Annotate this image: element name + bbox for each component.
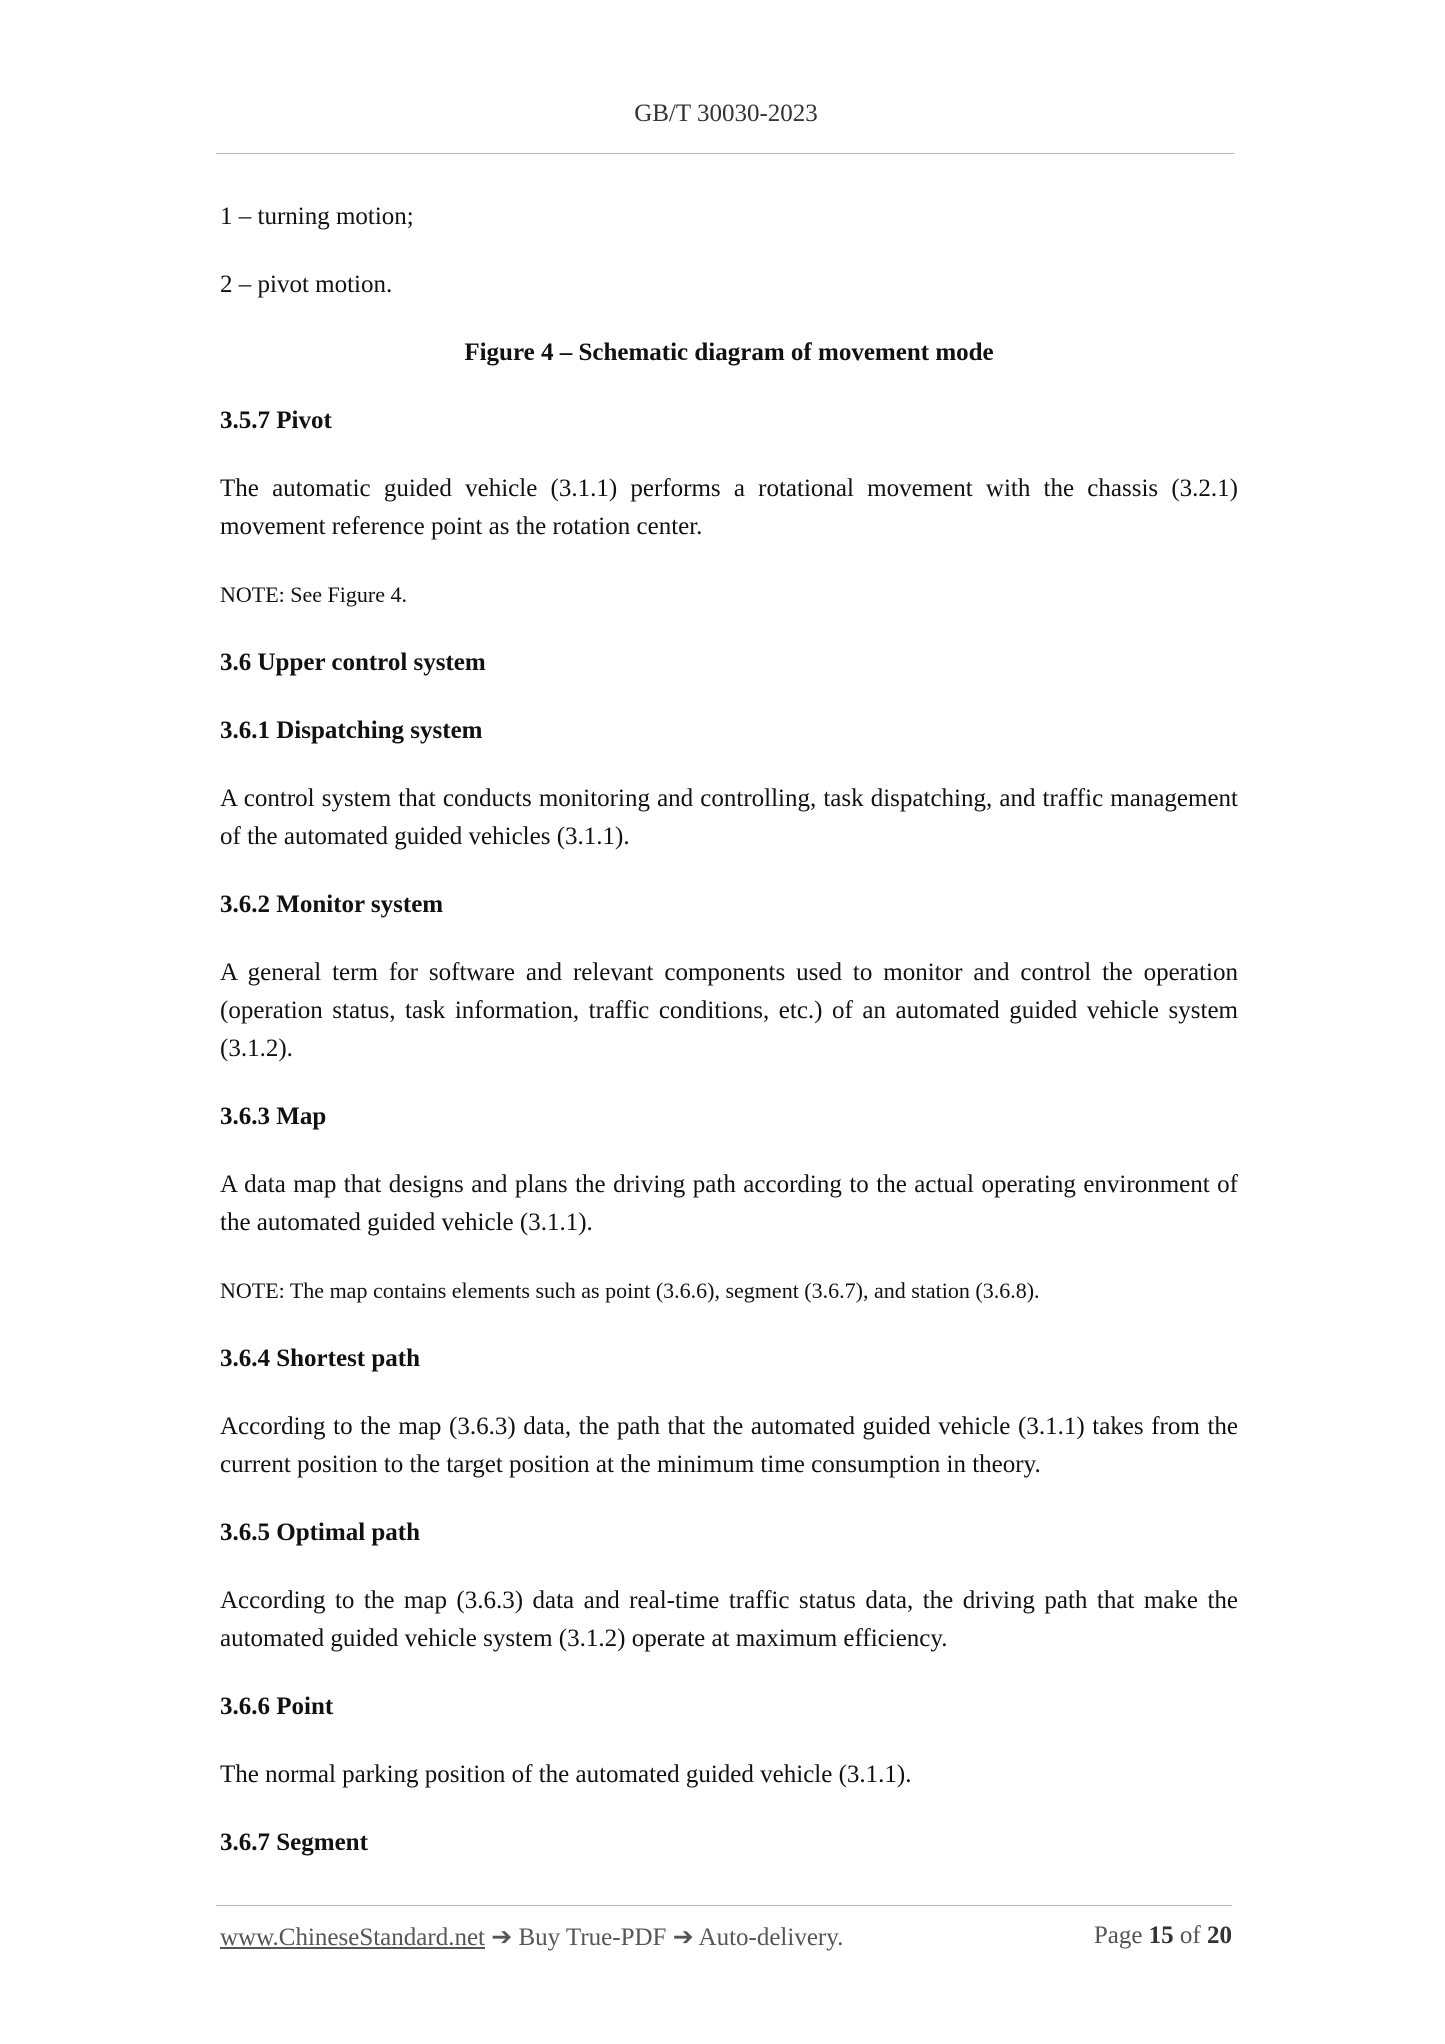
site-link[interactable]: www.ChineseStandard.net — [220, 1924, 485, 1951]
section-body-3-6-1: A control system that conducts monitoring and controlling, task dispatching, and traffic management of the automated guided vehicles (3.1.1). — [220, 785, 1238, 850]
figure-legend-item: 2 – pivot motion. — [220, 271, 393, 298]
figure-caption: Figure 4 – Schematic diagram of movement mode — [464, 339, 994, 366]
section-heading-3-6-5: 3.6.5 Optimal path — [220, 1519, 421, 1546]
section-body-3-6-3: A data map that designs and plans the driving path according to the actual operating environment of the automated guided vehicle (3.1.1). — [220, 1171, 1238, 1236]
section-heading-3-6: 3.6 Upper control system — [220, 649, 486, 676]
buy-true-pdf-text: Buy True-PDF — [518, 1924, 667, 1951]
section-body-3-6-5: According to the map (3.6.3) data and real-time traffic status data, the driving path that make the automated guided vehicle system (3.1.2) operate at maximum efficiency. — [220, 1587, 1238, 1652]
section-body-3-5-7: The automatic guided vehicle (3.1.1) performs a rotational movement with the chassis (3.2.1) movement reference point as the rotation center. — [220, 475, 1238, 540]
arrow-right-icon: ➔ — [491, 1924, 513, 1951]
section-heading-3-6-7: 3.6.7 Segment — [220, 1829, 368, 1856]
section-body-3-6-2: A general term for software and relevant components used to monitor and control the operation (operation status, task information, traffic conditions, etc.) of an automated guided vehicle system (3.1.2). — [220, 959, 1238, 1062]
section-note-3-5-7: NOTE: See Figure 4. — [220, 582, 407, 607]
section-heading-3-6-3: 3.6.3 Map — [220, 1103, 327, 1130]
page-footer — [220, 1922, 1232, 1952]
figure-legend-item: 1 – turning motion; — [220, 203, 414, 230]
arrow-right-icon: ➔ — [672, 1924, 694, 1951]
section-note-3-6-3: NOTE: The map contains elements such as point (3.6.6), segment (3.6.7), and station (3.6.8). — [220, 1278, 1040, 1303]
section-heading-3-6-1: 3.6.1 Dispatching system — [220, 717, 483, 744]
header-divider — [216, 153, 1234, 154]
section-body-3-6-6: The normal parking position of the automated guided vehicle (3.1.1). — [220, 1761, 912, 1788]
footer-divider — [216, 1905, 1232, 1906]
page-of: of — [1179, 1922, 1201, 1949]
section-heading-3-5-7: 3.5.7 Pivot — [220, 407, 332, 434]
document-id-header: GB/T 30030-2023 — [634, 100, 818, 127]
section-heading-3-6-2: 3.6.2 Monitor system — [220, 891, 444, 918]
page-indicator — [1094, 1922, 1232, 1950]
page-current: 15 — [1148, 1922, 1174, 1949]
section-heading-3-6-4: 3.6.4 Shortest path — [220, 1345, 421, 1372]
page-label: Page — [1093, 1922, 1143, 1949]
page-total: 20 — [1207, 1922, 1232, 1949]
section-body-3-6-4: According to the map (3.6.3) data, the path that the automated guided vehicle (3.1.1) takes from the current position to the target position at the minimum time consumption in theory. — [220, 1413, 1238, 1478]
auto-delivery-text: Auto-delivery. — [698, 1924, 844, 1951]
page-content — [220, 198, 1238, 1892]
section-heading-3-6-6: 3.6.6 Point — [220, 1693, 334, 1720]
